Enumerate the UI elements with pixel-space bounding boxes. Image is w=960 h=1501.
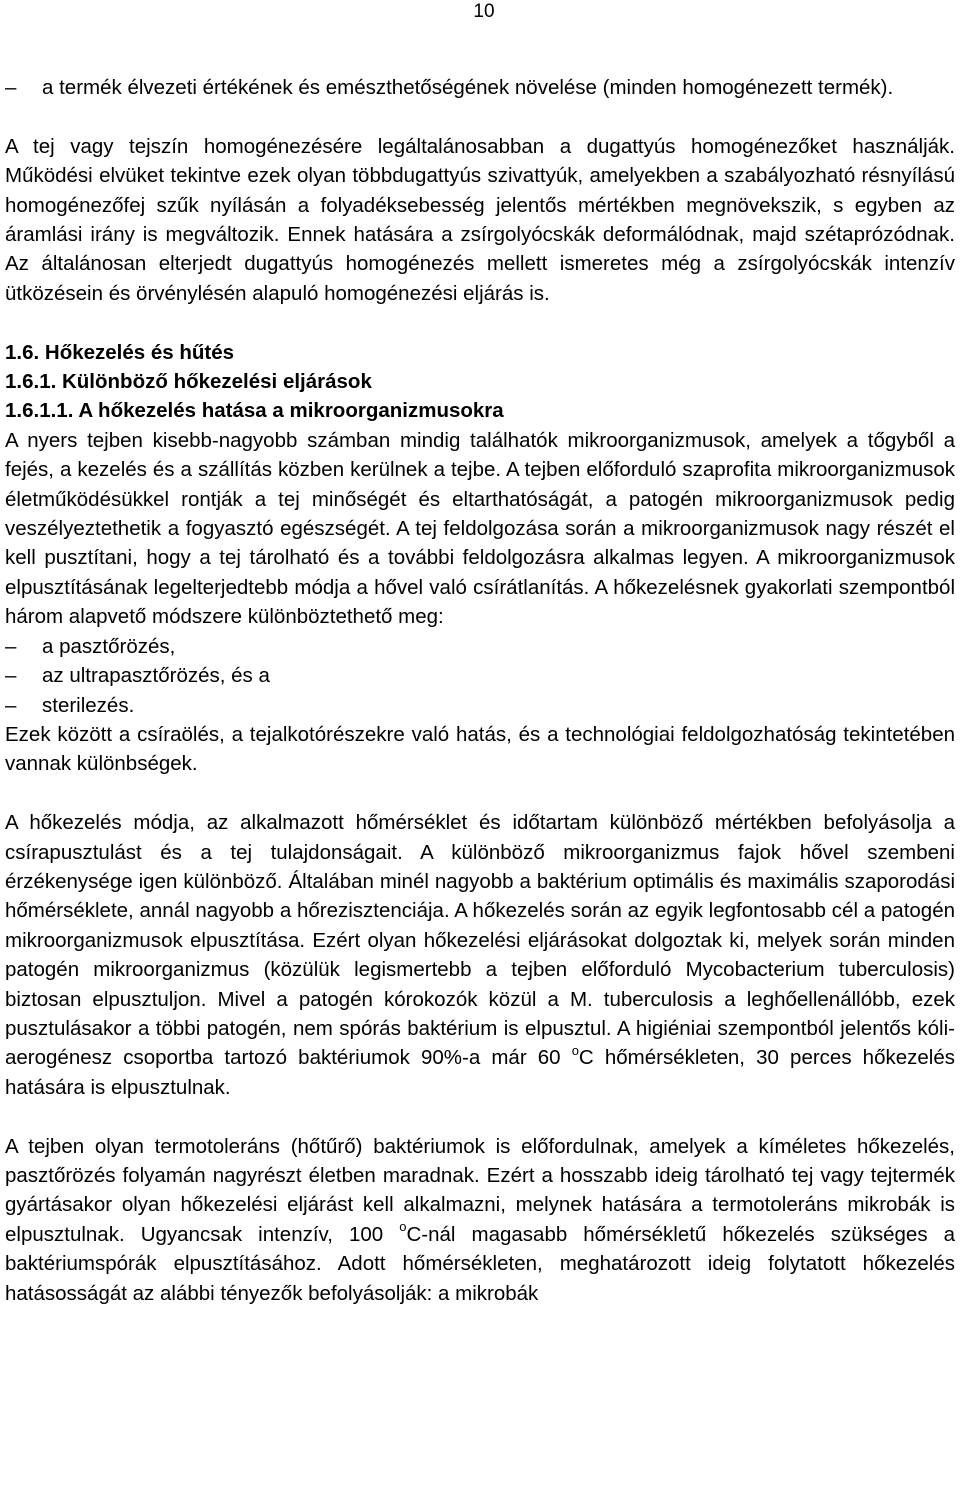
paragraph-spacer — [5, 1102, 955, 1131]
degree-symbol: o — [399, 1218, 407, 1234]
page-number: 10 — [473, 1, 495, 22]
paragraph-text: C hőmérsékleten, 30 perces hőkezelés hatására is elpusztulnak. — [5, 1046, 955, 1099]
thermotolerant-paragraph — [5, 1132, 955, 1308]
heat-treatment-paragraph — [5, 808, 955, 1102]
paragraph-spacer — [5, 308, 955, 337]
method-list-item: – az ultrapasztőrözés, és a — [5, 661, 955, 690]
method-list-item: – a pasztőrözés, — [5, 632, 955, 661]
differences-paragraph: Ezek között a csíraölés, a tejalkotórészekre való hatás, és a technológiai feldolgozhatóság tekintetében vannak különbségek. — [5, 722, 955, 776]
method-list-item: – sterilezés. — [5, 691, 955, 720]
paragraph-spacer — [5, 102, 955, 131]
paragraph-text: A hőkezelés módja, az alkalmazott hőmérséklet és időtartam különböző mértékben befolyásolja a csírapusztulást és a tej tulajdonságait. A különböző mikroorganizmus fajok hővel szembeni érzékenysége igen különböző. Általában minél nagyobb a baktérium optimális és maximális szaporodási hőmérséklete, annál nagyobb a hőrezisztenciája. A hőkezelés során az egyik legfontosabb cél a patogén mikroorganizmusok elpusztítása. Ezért olyan hőkezelési eljárásokat dolgoztak ki, melyek során minden patogén mikroorganizmus (közülük legismertebb a tejben előforduló Mycobacterium tuberculosis) biztosan elpusztuljon. Mivel a patogén kórokozók közül a M. tuberculosis a leghőellenállóbb, ezek pusztulásakor a többi patogén, nem spórás baktérium is elpusztul. A higiéniai szempontból jelentős kóli-aerogénesz csoportba tartozó baktériumok 90%-a már 60 — [5, 811, 955, 1070]
document-body — [5, 73, 955, 1308]
degree-symbol: o — [571, 1042, 579, 1058]
subsection-heading: 1.6.1. Különböző hőkezelési eljárások — [5, 370, 372, 394]
subsubsection-heading: 1.6.1.1. A hőkezelés hatása a mikroorganizmusokra — [5, 399, 504, 423]
microorganism-paragraph: A nyers tejben kisebb-nagyobb számban mindig találhatók mikroorganizmusok, amelyek a tőgyből a fejés, a kezelés és a szállítás közben kerülnek a tejbe. A tejben előforduló szaprofita mikroorganizmusok életműködésükkel rontják a tej minőségét és eltarthatóságát, a patogén mikroorganizmusok pedig veszélyeztethetik a fogyasztó egészségét. A tej feldolgozása során a mikroorganizmusok nagy részét el kell pusztítani, hogy a tej tárolható és a további feldolgozásra alkalmas legyen. A mikroorganizmusok elpusztításának legelterjedtebb módja a hővel való csírátlanítás. A hőkezelésnek gyakorlati szempontból három alapvető módszere különböztethető meg: — [5, 428, 955, 629]
homogenization-paragraph: A tej vagy tejszín homogénezésére legáltalánosabban a dugattyús homogénezőket használják. Működési elvüket tekintve ezek olyan többdugattyús szivattyúk, amelyekben a szabályozható résnyílású homogénezőfej szűk nyílásán a folyadéksebesség jelentős mértékben megnövekszik, s egyben az áramlási irány is megváltozik. Ennek hatására a zsírgolyócskák deformálódnak, majd szétaprózódnak. Az általánosan elterjedt dugattyús homogénezés mellett ismeretes még a zsírgolyócskák intenzív ütközésein és örvénylésén alapuló homogénezési eljárás is. — [5, 134, 955, 305]
section-heading: 1.6. Hőkezelés és hűtés — [5, 340, 235, 364]
paragraph-text: A tejben olyan termotoleráns (hőtűrő) baktériumok is előfordulnak, amelyek a kíméletes hőkezelés, pasztőrözés folyamán nagyrészt életben maradnak. Ezért a hosszabb ideig tárolható tej vagy tejtermék gyártásakor olyan hőkezelési eljárást kell alkalmazni, melynek hatására a termotoleráns mikrobák is elpusztulnak. Ugyancsak intenzív, 100 — [5, 1134, 955, 1246]
paragraph-text: C-nál magasabb hőmérsékletű hőkezelés szükséges a baktériumspórák elpusztításához. Adott hőmérsékleten, meghatározott ideig folytatott hőkezelés hatásosságát az alábbi tényezők befolyásolják: a mikrobák — [5, 1222, 956, 1305]
paragraph-spacer — [5, 779, 955, 808]
list-item: – a termék élvezeti értékének és emészthetőségének növelése (minden homogénezett termék). — [5, 73, 955, 102]
